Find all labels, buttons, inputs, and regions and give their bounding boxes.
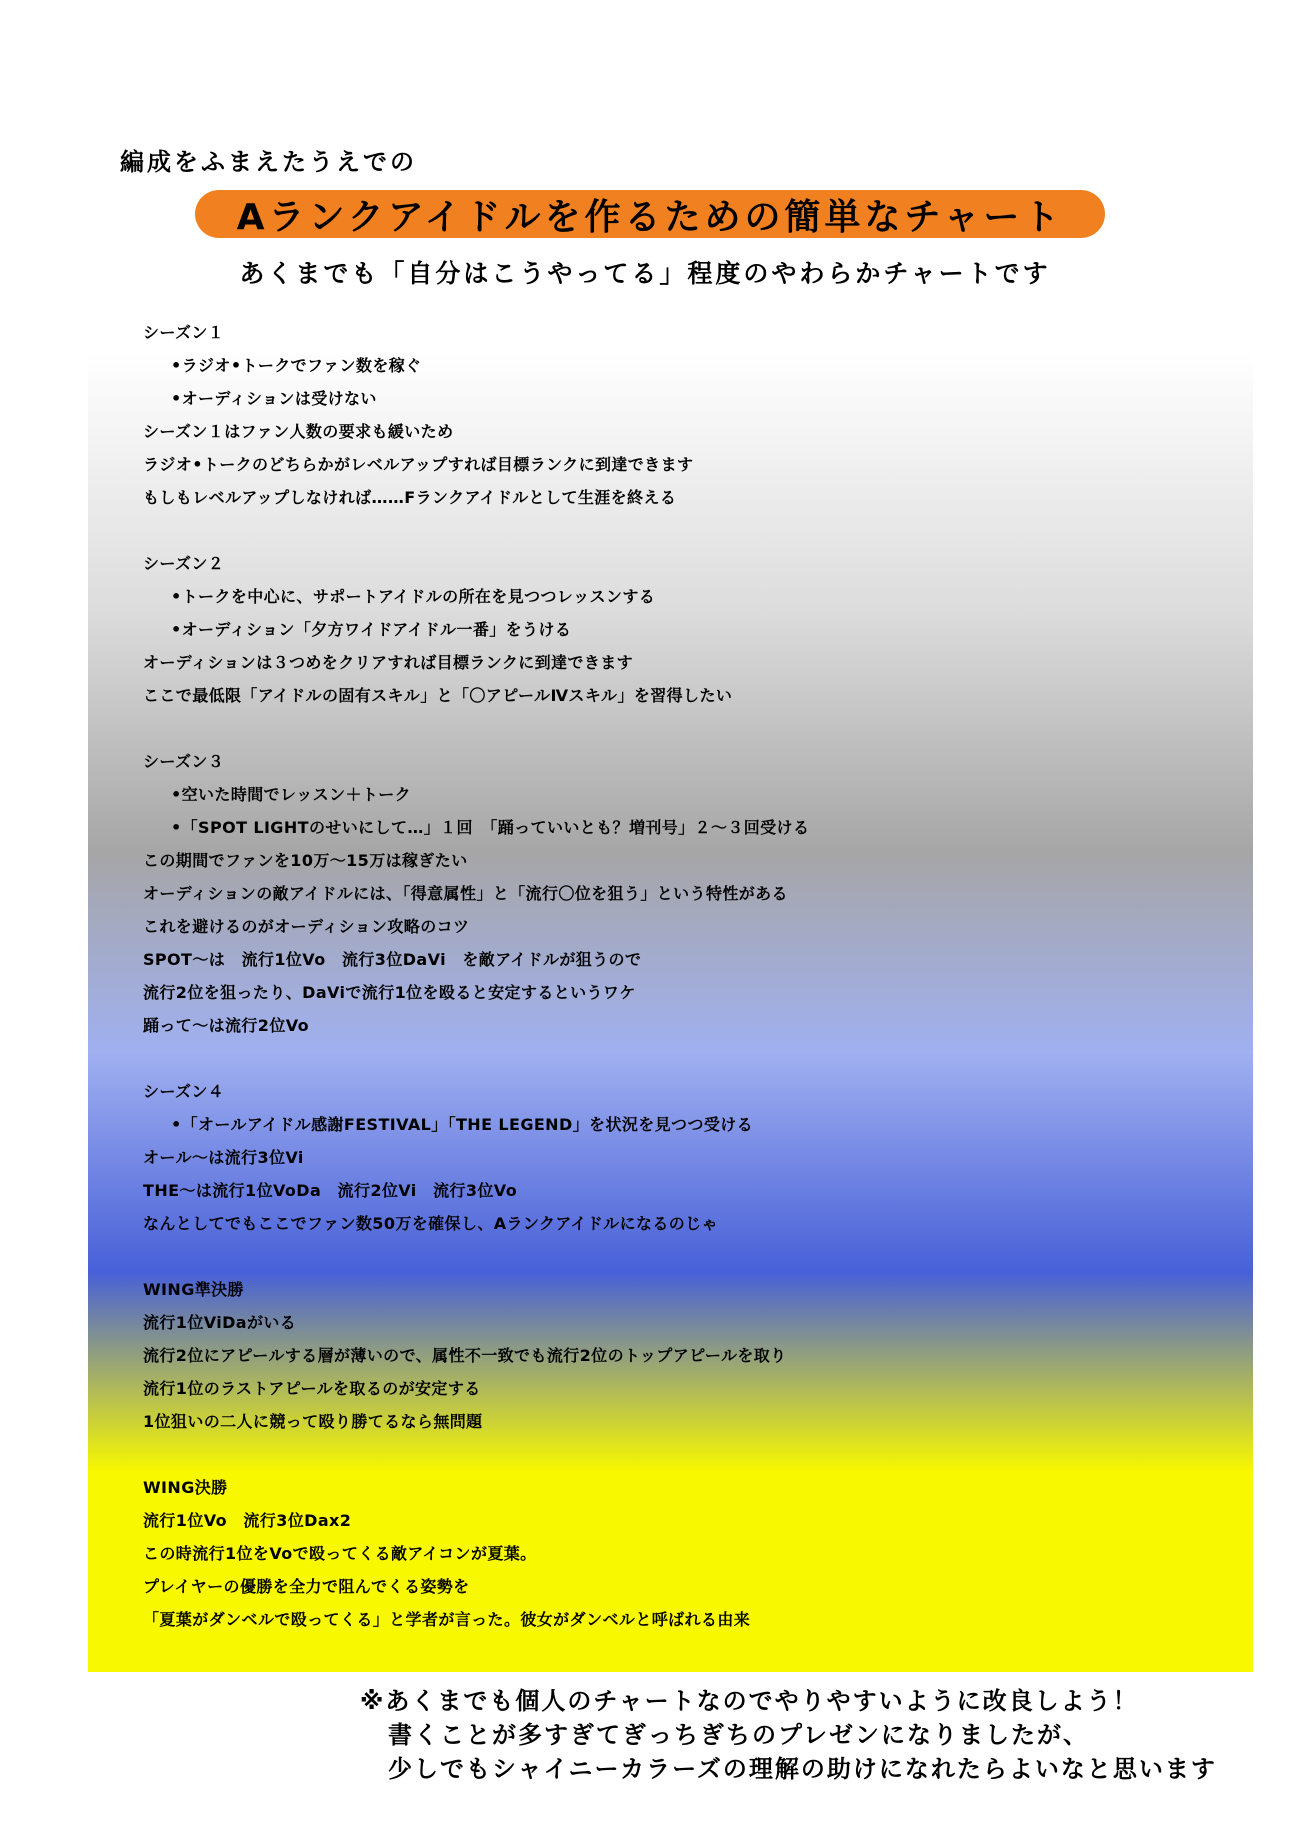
section-gap	[143, 1438, 1243, 1471]
section-item: •「オールアイドル感謝FESTIVAL」「THE LEGEND」を状況を見つつ受ける	[171, 1115, 754, 1134]
section-item: この期間でファンを10万〜15万は稼ぎたい	[143, 851, 468, 870]
footer-note	[360, 1684, 1217, 1786]
section-heading: WING準決勝	[143, 1280, 244, 1299]
section-wing-final	[143, 1471, 1243, 1636]
section-item: 踊って〜は流行2位Vo	[143, 1016, 310, 1035]
section-wing-semifinal	[143, 1273, 1243, 1438]
section-item: プレイヤーの優勝を全力で阻んでくる姿勢を	[143, 1577, 470, 1596]
section-heading: シーズン４	[143, 1082, 225, 1101]
section-item: •オーディションは受けない	[171, 389, 377, 408]
section-item: オール〜は流行3位Vi	[143, 1148, 304, 1167]
section-gap	[143, 1042, 1243, 1075]
section-item: SPOT〜は 流行1位Vo 流行3位DaVi を敵アイドルが狙うので	[143, 950, 642, 969]
section-item: •空いた時間でレッスン＋トーク	[171, 785, 412, 804]
section-heading: シーズン１	[143, 323, 225, 342]
section-gap	[143, 514, 1243, 547]
footer-line: 書くことが多すぎてぎっちぎちのプレゼンになりましたが、	[388, 1721, 1090, 1749]
section-heading: シーズン３	[143, 752, 225, 771]
section-item: オーディションの敵アイドルには、「得意属性」と「流行〇位を狙う」という特性がある	[143, 884, 788, 903]
section-season-2	[143, 547, 1243, 712]
section-item: 流行2位にアピールする層が薄いので、属性不一致でも流行2位のトップアピールを取り	[143, 1346, 787, 1365]
chart-content	[143, 316, 1243, 1636]
section-season-3	[143, 745, 1243, 1042]
section-season-4	[143, 1075, 1243, 1240]
section-item: 1位狙いの二人に競って殴り勝てるなら無問題	[143, 1412, 483, 1431]
section-item: •オーディション「夕方ワイドアイドル一番」をうける	[171, 620, 572, 639]
section-item: なんとしてでもここでファン数50万を確保し、Aランクアイドルになるのじゃ	[143, 1214, 718, 1233]
section-item: •「SPOT LIGHTのせいにして…」１回 「踊っていいとも？増刊号」２〜３回受ける	[171, 818, 810, 837]
section-item: これを避けるのがオーディション攻略のコツ	[143, 917, 470, 936]
section-item: •トークを中心に、サポートアイドルの所在を見つつレッスンする	[171, 587, 656, 606]
section-item: 流行1位ViDaがいる	[143, 1313, 297, 1332]
footer-line: 少しでもシャイニーカラーズの理解の助けになれたらよいなと思います	[388, 1755, 1217, 1783]
section-item: ラジオ•トークのどちらかがレベルアップすれば目標ランクに到達できます	[143, 455, 694, 474]
section-gap	[143, 712, 1243, 745]
section-season-1	[143, 316, 1243, 514]
section-item: この時流行1位をVoで殴ってくる敵アイコンが夏葉。	[143, 1544, 537, 1563]
section-item: 「夏葉がダンベルで殴ってくる」と学者が言った。彼女がダンベルと呼ばれる由来	[143, 1610, 751, 1629]
title-banner	[195, 190, 1105, 238]
footer-line: ※あくまでも個人のチャートなのでやりやすいように改良しよう！	[360, 1687, 1139, 1715]
section-item: 流行1位のラストアピールを取るのが安定する	[143, 1379, 481, 1398]
subtitle: あくまでも「自分はこうやってる」程度のやわらかチャートです	[239, 259, 1051, 288]
section-heading: シーズン２	[143, 554, 225, 573]
intro-text: 編成をふまえたうえでの	[120, 148, 417, 176]
section-gap	[143, 1240, 1243, 1273]
section-item: •ラジオ•トークでファン数を稼ぐ	[171, 356, 422, 375]
section-heading: WING決勝	[143, 1478, 228, 1497]
section-item: シーズン１はファン人数の要求も緩いため	[143, 422, 454, 441]
section-item: 流行2位を狙ったり、DaViで流行1位を殴ると安定するというワケ	[143, 983, 636, 1002]
section-item: 流行1位Vo 流行3位Dax2	[143, 1511, 352, 1530]
section-item: もしもレベルアップしなければ……Fランクアイドルとして生涯を終える	[143, 488, 677, 507]
section-item: THE〜は流行1位VoDa 流行2位Vi 流行3位Vo	[143, 1181, 518, 1200]
section-item: オーディションは３つめをクリアすれば目標ランクに到達できます	[143, 653, 634, 672]
page-title: Aランクアイドルを作るための簡単なチャート	[236, 196, 1064, 238]
section-item: ここで最低限「アイドルの固有スキル」と「〇アピールⅣスキル」を習得したい	[143, 686, 733, 705]
